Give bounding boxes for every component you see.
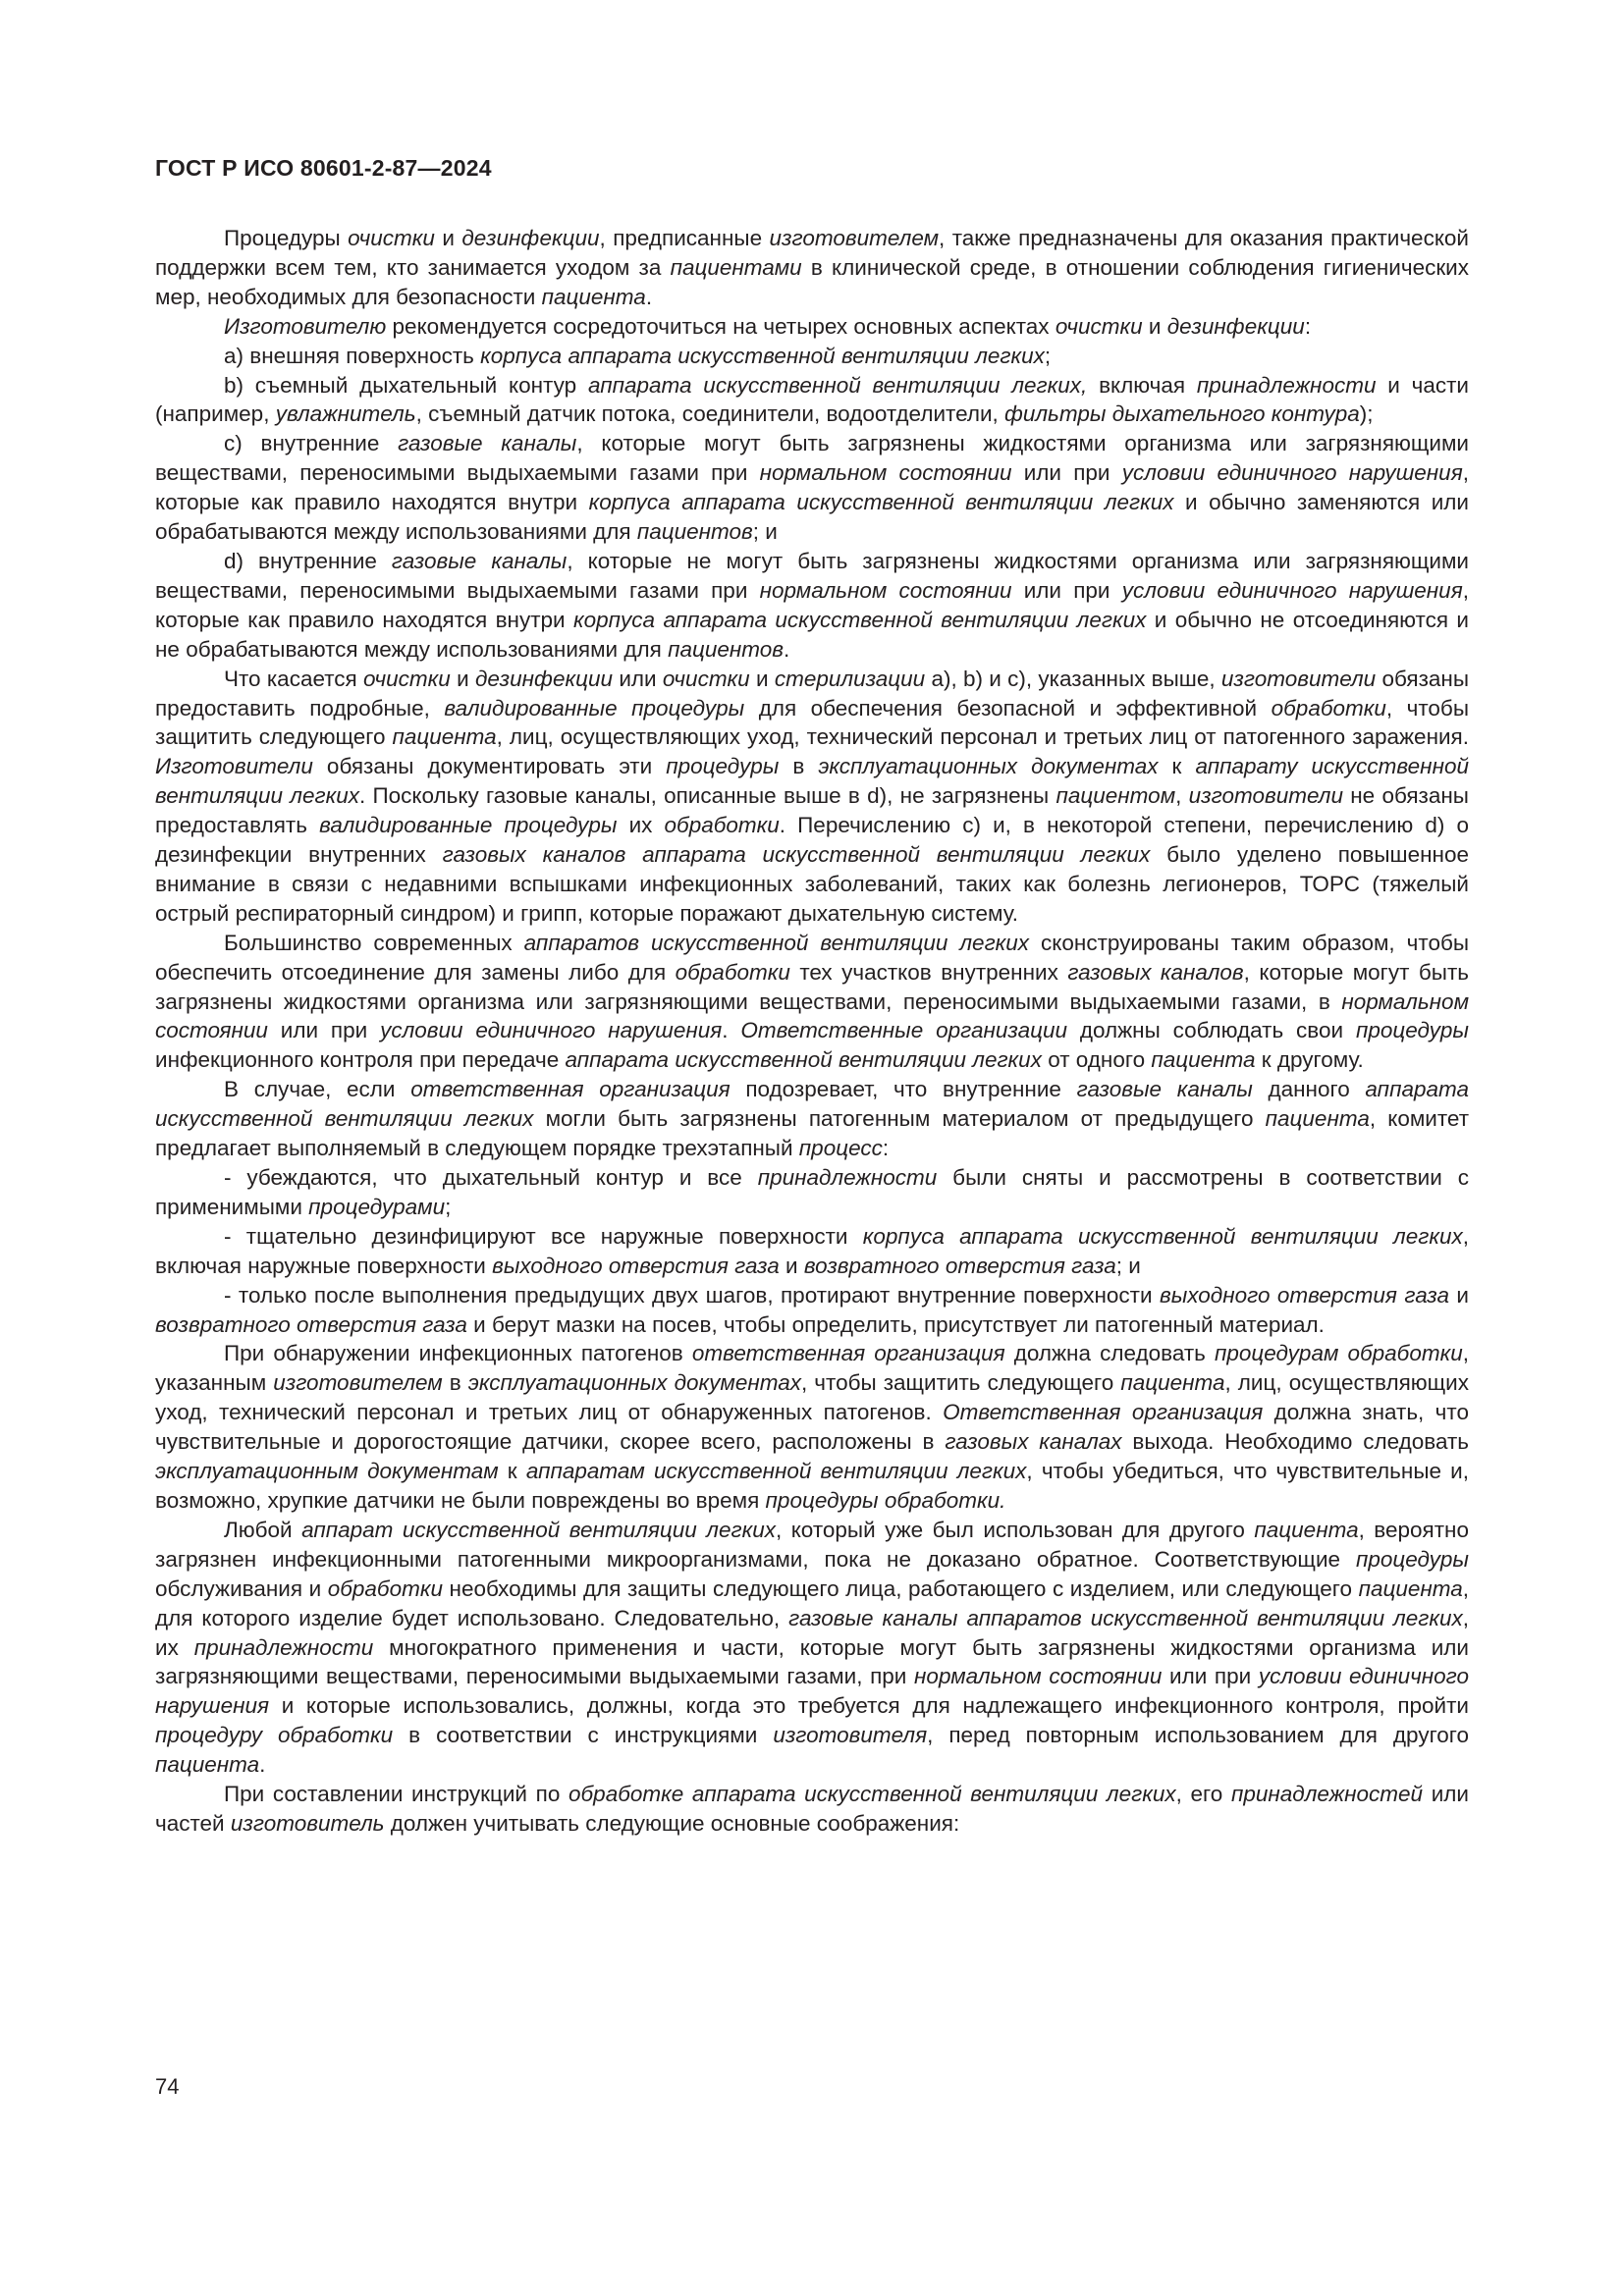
paragraph xyxy=(155,224,1469,312)
text-run: , чтобы убедиться, что чувствительные и, возможно, хрупкие датчики не были повреждены во время xyxy=(155,1459,1469,1513)
defined-term: изготовителя xyxy=(773,1723,928,1748)
text-run: в xyxy=(442,1370,468,1396)
text-run: обязаны предоставить подробные, xyxy=(155,666,1469,721)
defined-term: процедуру обработки xyxy=(155,1723,394,1748)
paragraph xyxy=(155,1075,1469,1163)
defined-term: изготовитель xyxy=(230,1810,385,1836)
defined-term: аппарат искусственной вентиляции легких xyxy=(301,1517,776,1542)
text-run: и xyxy=(1448,1282,1469,1308)
text-run: ; xyxy=(1044,343,1052,368)
text-run: . Перечислению с) и, в некоторой степени, перечислению d) о дезинфекции внутренних xyxy=(155,813,1470,868)
text-run: включая xyxy=(1087,372,1197,398)
defined-term: аппарата искусственной вентиляции легких xyxy=(565,1047,1042,1073)
text-run: или при xyxy=(1011,460,1122,486)
text-run: должен учитывать следующие основные соображения: xyxy=(384,1810,960,1836)
text-run: , комитет предлагает выполняемый в следующем порядке трехэтапный xyxy=(155,1106,1469,1161)
defined-term: принадлежности xyxy=(1196,372,1377,398)
text-run: - тщательно дезинфицируют все наружные поверхности xyxy=(224,1223,863,1249)
defined-term: ответственная организация xyxy=(691,1341,1005,1366)
text-run: было уделено повышенное внимание в связи с недавними вспышками инфекционных заболеваний, таких как болезнь легионеров, ТОРС (тяжелый острый респираторный синдром) и грипп, которые поражают дыхательную систему. xyxy=(155,842,1470,926)
paragraph xyxy=(155,1281,1469,1340)
text-run: тех участков внутренних xyxy=(789,959,1068,985)
defined-term: процедурам обработки xyxy=(1214,1341,1463,1366)
paragraph xyxy=(155,371,1469,430)
text-run: , съемный датчик потока, соединители, водоотделители, xyxy=(415,401,1005,427)
text-run: , для которого изделие будет использовано. Следовательно, xyxy=(155,1575,1469,1630)
text-run: и xyxy=(749,666,775,691)
text-run: : xyxy=(1304,313,1312,339)
defined-term: процедурами xyxy=(308,1194,446,1219)
paragraph xyxy=(155,547,1469,665)
text-run: , их xyxy=(155,1605,1469,1660)
text-run: , которые как правило находятся внутри xyxy=(155,577,1469,632)
defined-term: очистки xyxy=(1055,313,1143,339)
text-run: и xyxy=(434,226,462,250)
defined-term: пациентами xyxy=(670,254,802,280)
text-run: , которые не могут быть загрязнены жидкостями организма или загрязняющими веществами, переносимыми выдыхаемыми газами при xyxy=(155,548,1469,603)
defined-term: эксплуатационным документам xyxy=(155,1459,499,1484)
defined-term: пациента xyxy=(1358,1575,1463,1601)
text-run: в соответствии с инструкциями xyxy=(393,1723,774,1748)
defined-term: пациентов xyxy=(636,519,753,545)
text-run: , вероятно загрязнен инфекционными патогенными микроорганизмами, пока не доказано обратное. Соответствующие xyxy=(155,1517,1469,1572)
text-run: данного xyxy=(1252,1077,1366,1102)
text-run: инфекционного контроля при передаче xyxy=(155,1047,566,1073)
defined-term: условии единичного нарушения xyxy=(1121,577,1463,603)
text-run: выхода. Необходимо следовать xyxy=(1121,1429,1469,1455)
text-run: : xyxy=(882,1136,890,1161)
defined-term: увлажнитель xyxy=(275,401,416,427)
text-run: - только после выполнения предыдущих двух шагов, протирают внутренние поверхности xyxy=(224,1282,1160,1308)
defined-term: обработки xyxy=(327,1575,443,1601)
text-run: и xyxy=(779,1253,804,1278)
standard-designation-header: ГОСТ Р ИСО 80601-2-87—2024 xyxy=(155,155,492,181)
defined-term: возвратного отверстия газа xyxy=(803,1253,1116,1278)
text-run: или при xyxy=(267,1018,381,1043)
defined-term: пациента xyxy=(392,724,497,750)
text-run: ; и xyxy=(752,519,778,545)
text-run: , чтобы защитить следующего xyxy=(801,1370,1121,1396)
text-run: , лиц, осуществляющих уход, технический персонал и третьих лиц от обнаруженных патогенов. xyxy=(155,1370,1469,1425)
text-run: - убеждаются, что дыхательный контур и все xyxy=(224,1165,758,1190)
text-run: должны соблюдать свои xyxy=(1066,1018,1356,1043)
defined-term: обработке аппарата искусственной вентиляции легких xyxy=(568,1782,1176,1807)
defined-term: аппаратам искусственной вентиляции легких xyxy=(525,1459,1027,1484)
text-run: к xyxy=(1158,754,1196,779)
text-run: многократного применения и части, которые могут быть загрязнены жидкостями организма или загрязняющими веществами, переносимыми выдыхаемыми газами, при xyxy=(155,1634,1469,1689)
text-run: Большинство современных xyxy=(224,930,524,955)
text-run: и части (например, xyxy=(155,372,1470,427)
text-run: или xyxy=(613,666,663,691)
text-run: для обеспечения безопасной и эффективной xyxy=(744,695,1272,721)
text-run: , включая наружные поверхности xyxy=(155,1223,1469,1278)
text-run: могли быть загрязнены патогенным материалом от предыдущего xyxy=(533,1106,1266,1132)
defined-term: пациента xyxy=(1120,1370,1225,1396)
defined-term: корпуса аппарата искусственной вентиляции легких xyxy=(862,1223,1463,1249)
defined-term: ответственная организация xyxy=(410,1077,731,1102)
text-run: , чтобы защитить следующего xyxy=(155,695,1469,750)
defined-term: изготовителем xyxy=(769,226,940,250)
text-run: . xyxy=(722,1018,741,1043)
text-run: . xyxy=(259,1752,266,1778)
defined-term: эксплуатационных документах xyxy=(818,754,1159,779)
paragraph xyxy=(155,665,1469,929)
defined-term: выходного отверстия газа xyxy=(1159,1282,1449,1308)
defined-term: очистки xyxy=(662,666,750,691)
paragraph xyxy=(155,1780,1469,1839)
text-run: a), b) и c), указанных выше, xyxy=(925,666,1221,691)
defined-term: газовых каналов аппарата искусственной вентиляции легких xyxy=(442,842,1151,868)
text-run: В случае, если xyxy=(224,1077,411,1102)
paragraph xyxy=(155,1163,1469,1222)
defined-term: аппаратов искусственной вентиляции легких xyxy=(523,930,1030,955)
defined-term: пациента xyxy=(541,284,646,309)
text-run: Процедуры xyxy=(224,226,349,250)
paragraph xyxy=(155,929,1469,1076)
text-run: их xyxy=(617,813,665,838)
text-run: . xyxy=(645,284,653,309)
text-run: и xyxy=(450,666,475,691)
defined-term: пациентов xyxy=(668,636,784,662)
defined-term: процедуры xyxy=(1355,1018,1469,1043)
defined-term: изготовители xyxy=(1188,783,1343,809)
defined-term: очистки xyxy=(348,226,435,250)
defined-term: пациентом xyxy=(1056,783,1176,809)
text-run: к xyxy=(498,1459,526,1484)
defined-term: пациента xyxy=(155,1752,260,1778)
text-run: , лиц, осуществляющих уход, технический персонал и третьих лиц от патогенного заражения. xyxy=(496,724,1469,750)
defined-term: газовые каналы xyxy=(391,548,568,573)
text-run: . Поскольку газовые каналы, описанные выше в d), не загрязнены xyxy=(358,783,1056,809)
defined-term: аппарату искусственной вентиляции легких xyxy=(155,754,1469,809)
text-run: и которые использовались, должны, когда это требуется для надлежащего инфекционного контроля, пройти xyxy=(269,1693,1469,1719)
defined-term: нормальном состоянии xyxy=(759,460,1012,486)
text-run: или частей xyxy=(155,1782,1469,1836)
text-run: от одного xyxy=(1041,1047,1152,1073)
text-run: необходимы для защиты следующего лица, работающего с изделием, или следующего xyxy=(442,1575,1359,1601)
defined-term: пациента xyxy=(1151,1047,1256,1073)
defined-term: Ответственная организация xyxy=(943,1400,1264,1425)
defined-term: аппарата искусственной вентиляции легких xyxy=(155,1077,1469,1132)
paragraph xyxy=(155,1222,1469,1281)
text-run: , указанным xyxy=(155,1341,1469,1396)
defined-term: изготовителем xyxy=(273,1370,443,1396)
defined-term: стерилизации xyxy=(774,666,926,691)
text-run: При обнаружении инфекционных патогенов xyxy=(224,1341,692,1366)
defined-term: дезинфекции xyxy=(461,226,600,250)
defined-term: условии единичного нарушения xyxy=(380,1018,723,1043)
text-run: в xyxy=(779,754,819,779)
text-run: , которые как правило находятся внутри xyxy=(155,460,1469,515)
paragraph xyxy=(155,312,1469,342)
defined-term: принадлежности xyxy=(757,1165,938,1190)
defined-term: изготовители xyxy=(1220,666,1377,691)
defined-term: возвратного отверстия газа xyxy=(155,1311,467,1337)
text-run: и xyxy=(1142,313,1167,339)
defined-term: корпуса аппарата искусственной вентиляции легких xyxy=(480,343,1045,368)
text-run: и берут мазки на посев, чтобы определить, присутствует ли патогенный материал. xyxy=(466,1311,1325,1337)
defined-term: процедуры xyxy=(1355,1546,1469,1572)
defined-term: газовые каналы xyxy=(1076,1077,1253,1102)
defined-term: нормальном состоянии xyxy=(914,1664,1163,1689)
paragraph xyxy=(155,429,1469,547)
defined-term: фильтры дыхательного контура xyxy=(1004,401,1360,427)
defined-term: газовые каналы xyxy=(398,431,577,456)
text-run: , xyxy=(1175,783,1189,809)
text-run: подозревает, что внутренние xyxy=(730,1077,1077,1102)
text-run: были сняты и рассмотрены в соответствии с применимыми xyxy=(155,1165,1469,1219)
defined-term: очистки xyxy=(363,666,451,691)
defined-term: газовые каналы аппаратов искусственной вентиляции легких xyxy=(788,1605,1463,1630)
text-run: , перед повторным использованием для другого xyxy=(927,1723,1470,1748)
text-run: Что касается xyxy=(224,666,363,691)
text-run: c) внутренние xyxy=(224,431,399,456)
defined-term: газовых каналах xyxy=(945,1429,1122,1455)
defined-term: пациента xyxy=(1254,1517,1359,1542)
defined-term: Изготовителю xyxy=(224,313,387,339)
text-run: ; и xyxy=(1115,1253,1141,1278)
text-run: или при xyxy=(1162,1664,1259,1689)
defined-term: Ответственные организации xyxy=(740,1018,1067,1043)
defined-term: условии единичного нарушения xyxy=(1121,460,1463,486)
paragraph xyxy=(155,342,1469,371)
defined-term: процесс xyxy=(798,1136,883,1161)
paragraph xyxy=(155,1339,1469,1515)
defined-term: валидированные процедуры xyxy=(319,813,618,838)
defined-term: условии единичного нарушения xyxy=(155,1664,1469,1719)
defined-term: процедуры обработки. xyxy=(765,1487,1006,1513)
text-run: должна знать, что чувствительные и дорогостоящие датчики, скорее всего, расположены в xyxy=(155,1400,1469,1455)
defined-term: валидированные процедуры xyxy=(444,695,745,721)
text-run: или при xyxy=(1011,577,1122,603)
text-run: в клинической среде, в отношении соблюдения гигиенических мер, необходимых для безопасности xyxy=(155,254,1469,309)
text-run: Любой xyxy=(224,1517,302,1542)
defined-term: обработки xyxy=(675,959,790,985)
defined-term: дезинфекции xyxy=(474,666,614,691)
text-run: . xyxy=(783,636,790,662)
paragraph xyxy=(155,1516,1469,1780)
defined-term: принадлежностей xyxy=(1230,1782,1424,1807)
text-run: и обычно не отсоединяются и не обрабатываются между использованиями для xyxy=(155,607,1469,662)
text-run: , которые могут быть загрязнены жидкостями организма или загрязняющими веществами, переносимыми выдыхаемыми газами, в xyxy=(155,959,1470,1014)
defined-term: дезинфекции xyxy=(1166,313,1305,339)
defined-term: газовых каналов xyxy=(1067,959,1244,985)
text-run: сконструированы таким образом, чтобы обеспечить отсоединение для замены либо для xyxy=(155,930,1470,985)
text-run: должна следовать xyxy=(1004,1341,1215,1366)
defined-term: обработки xyxy=(1271,695,1386,721)
text-run: , который уже был использован для другого xyxy=(775,1517,1255,1542)
defined-term: корпуса аппарата искусственной вентиляции легких xyxy=(573,607,1147,632)
text-run: а) внешняя поверхность xyxy=(224,343,481,368)
text-run: к другому. xyxy=(1255,1047,1364,1073)
defined-term: принадлежности xyxy=(193,1634,374,1660)
text-run: обслуживания и xyxy=(155,1575,328,1601)
body-text xyxy=(155,224,1469,1839)
text-run: ); xyxy=(1359,401,1374,427)
defined-term: обработки xyxy=(664,813,780,838)
text-run: рекомендуется сосредоточиться на четырех основных аспектах xyxy=(386,313,1056,339)
text-run: , которые могут быть загрязнены жидкостями организма или загрязняющими веществами, переносимыми выдыхаемыми газами при xyxy=(155,431,1470,486)
text-run: , также предназначены для оказания практической поддержки всем тем, кто занимается уходом за xyxy=(155,226,1469,280)
text-run: , предписанные xyxy=(599,226,770,250)
defined-term: нормальном состоянии xyxy=(155,988,1469,1043)
text-run: и обычно заменяются или обрабатываются между использованиями для xyxy=(155,490,1469,545)
defined-term: выходного отверстия газа xyxy=(492,1253,780,1278)
defined-term: эксплуатационных документах xyxy=(467,1370,801,1396)
text-run: обязаны документировать эти xyxy=(312,754,667,779)
page-number: 74 xyxy=(155,2074,180,2099)
text-run: b) съемный дыхательный контур xyxy=(224,372,588,398)
text-run: При составлении инструкций по xyxy=(224,1782,569,1807)
defined-term: аппарата искусственной вентиляции легких, xyxy=(587,372,1088,398)
defined-term: корпуса аппарата искусственной вентиляции легких xyxy=(588,490,1174,515)
text-run: , его xyxy=(1175,1782,1231,1807)
text-run: ; xyxy=(445,1194,452,1219)
defined-term: Изготовители xyxy=(155,754,313,779)
text-run: не обязаны предоставлять xyxy=(155,783,1469,838)
text-run: d) внутренние xyxy=(224,548,392,573)
defined-term: нормальном состоянии xyxy=(759,577,1012,603)
defined-term: процедуры xyxy=(666,754,780,779)
defined-term: пациента xyxy=(1265,1106,1370,1132)
